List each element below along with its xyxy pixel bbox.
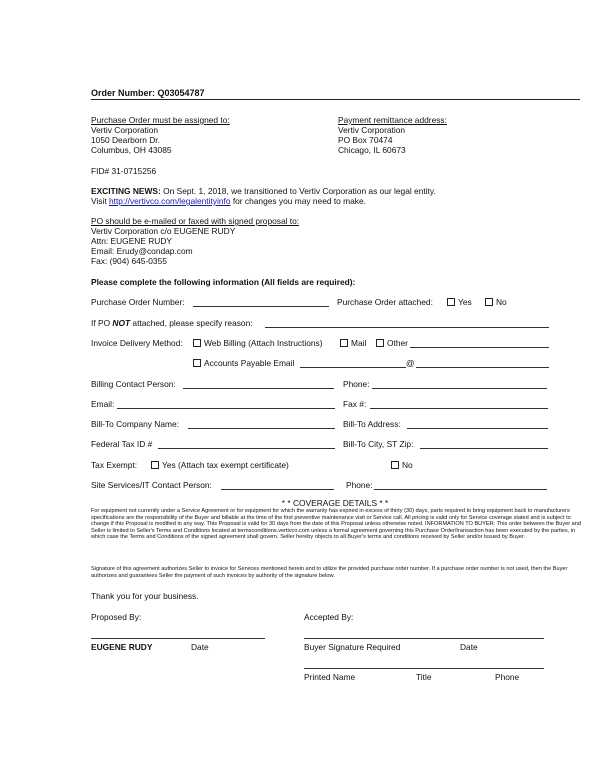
tax-exempt-yes[interactable] xyxy=(151,460,289,470)
po-attached-label: Purchase Order attached: xyxy=(337,297,433,307)
site-phone-field[interactable] xyxy=(374,489,547,490)
coverage-paragraph-1: For equipment not currently under a Service Agreement or for equipment for which the warranty has expired in excess of thirty (30) days, parts required to bring equipment back to manufacturers specifications are the responsibility of the Buyer and billable at the time of the first preventive maintenance visit or Service call. All pricing is valid only for Service coverage stated and is subject to change if this Proposal is modified in any way. This Proposal is valid for 30 days from the date of this Proposal unless otherwise noted. INFORMATION TO BUYER: This order between the Buyer and Seller is limited to Seller's Terms and Conditions located at termsconditions.vertivco.com unless a formal agreement governing this Purchase Order/transaction has been executed by the parties, in which case the Terms and Conditions of the signed agreement shall govern. Seller hereby objects to all Buyer's terms and conditions received by Seller and/or issued by Buyer. xyxy=(91,508,581,541)
if-po-not: NOT xyxy=(112,318,131,328)
web-billing-label: Web Billing (Attach Instructions) xyxy=(204,338,323,348)
checkbox-icon[interactable] xyxy=(376,339,384,347)
fax-label: Fax #: xyxy=(343,399,367,409)
mail-option[interactable] xyxy=(340,338,366,348)
po-email-line4: Fax: (904) 645-0355 xyxy=(91,256,167,266)
printed-name-line[interactable] xyxy=(304,668,544,669)
tax-no-label: No xyxy=(402,460,413,470)
site-contact-field[interactable] xyxy=(221,489,334,490)
at-sign: @ xyxy=(406,358,415,368)
billing-contact-field[interactable] xyxy=(183,388,334,389)
web-billing-option[interactable] xyxy=(193,338,323,348)
if-po-suffix: attached, please specify reason: xyxy=(130,318,253,328)
checkbox-icon[interactable] xyxy=(391,461,399,469)
coverage-paragraph-2: Signature of this agreement authorizes Seller to invoice for Services mentioned herein and to utilize the provided purchase order number. If a purchase order number is not used, then the Buyer authorizes and guarantees Seller the payment of such invoices by authority of the signature below. xyxy=(91,566,568,579)
other-label: Other xyxy=(387,338,408,348)
legal-entity-link[interactable]: http://vertivco.com/legalentityinfo xyxy=(109,196,231,206)
site-phone-label: Phone: xyxy=(346,480,373,490)
header-rule xyxy=(91,99,580,100)
news-text: On Sept. 1, 2018, we transitioned to Vertiv Corporation as our legal entity. xyxy=(160,186,436,196)
other-option[interactable] xyxy=(376,338,408,348)
ap-email-user-field[interactable] xyxy=(300,367,406,368)
news-visit: Visit xyxy=(91,196,109,206)
checkbox-icon[interactable] xyxy=(151,461,159,469)
thanks-text: Thank you for your business. xyxy=(91,591,199,601)
buyer-signature-label: Buyer Signature Required xyxy=(304,642,401,652)
order-number: Order Number: Q03054787 xyxy=(91,88,205,98)
no-label: No xyxy=(496,297,507,307)
coverage-title: * * COVERAGE DETAILS * * xyxy=(281,498,389,508)
po-number-label: Purchase Order Number: xyxy=(91,297,185,307)
printed-name-label: Printed Name xyxy=(304,672,356,682)
seller-name: EUGENE RUDY xyxy=(91,642,153,652)
fid-number: FID# 31-0715256 xyxy=(91,166,157,176)
phone-field[interactable] xyxy=(372,388,547,389)
news-visit-line xyxy=(91,196,366,206)
seller-date-label: Date xyxy=(191,642,209,652)
assign-title: Purchase Order must be assigned to: xyxy=(91,115,230,125)
email-label: Email: xyxy=(91,399,115,409)
other-field[interactable] xyxy=(410,347,549,348)
tax-yes-label: Yes (Attach tax exempt certificate) xyxy=(162,460,289,470)
accepted-by-label: Accepted By: xyxy=(304,612,354,622)
bill-to-city-field[interactable] xyxy=(420,448,548,449)
po-email-line2: Attn: EUGENE RUDY xyxy=(91,236,172,246)
delivery-label: Invoice Delivery Method: xyxy=(91,338,183,348)
buyer-signature-line[interactable] xyxy=(304,638,544,639)
tax-exempt-label: Tax Exempt: xyxy=(91,460,138,470)
site-contact-label: Site Services/IT Contact Person: xyxy=(91,480,212,490)
buyer-date-label: Date xyxy=(460,642,478,652)
bill-to-address-field[interactable] xyxy=(407,428,548,429)
checkbox-icon[interactable] xyxy=(485,298,493,306)
proposed-by-label: Proposed By: xyxy=(91,612,142,622)
news-lead: EXCITING NEWS: xyxy=(91,186,161,196)
ap-email-domain-field[interactable] xyxy=(416,367,549,368)
ap-email-label: Accounts Payable Email xyxy=(204,358,295,368)
checkbox-icon[interactable] xyxy=(193,339,201,347)
remit-line1: Vertiv Corporation xyxy=(338,125,406,135)
assign-line3: Columbus, OH 43085 xyxy=(91,145,172,155)
tax-id-field[interactable] xyxy=(158,448,335,449)
remit-line3: Chicago, IL 60673 xyxy=(338,145,406,155)
assign-line1: Vertiv Corporation xyxy=(91,125,159,135)
tax-exempt-no[interactable] xyxy=(391,460,413,470)
remit-title: Payment remittance address: xyxy=(338,115,447,125)
po-email-title: PO should be e-mailed or faxed with signed proposal to: xyxy=(91,216,300,226)
ap-email-option[interactable] xyxy=(193,358,294,368)
checkbox-icon[interactable] xyxy=(447,298,455,306)
po-email-line1: Vertiv Corporation c/o EUGENE RUDY xyxy=(91,226,236,236)
bill-to-company-field[interactable] xyxy=(188,428,335,429)
po-number-field[interactable] xyxy=(193,306,329,307)
title-label: Title xyxy=(416,672,432,682)
remit-line2: PO Box 70474 xyxy=(338,135,393,145)
assign-line2: 1050 Dearborn Dr. xyxy=(91,135,160,145)
tax-id-label: Federal Tax ID # xyxy=(91,439,153,449)
reason-field[interactable] xyxy=(265,327,549,328)
yes-label: Yes xyxy=(458,297,472,307)
checkbox-icon[interactable] xyxy=(340,339,348,347)
mail-label: Mail xyxy=(351,338,367,348)
bill-to-city-label: Bill-To City, ST Zip: xyxy=(343,439,414,449)
po-attached-yes[interactable] xyxy=(447,297,472,307)
if-po-prefix: If PO xyxy=(91,318,113,328)
email-field[interactable] xyxy=(117,408,335,409)
po-attached-no[interactable] xyxy=(485,297,507,307)
bill-to-company-label: Bill-To Company Name: xyxy=(91,419,179,429)
news-line xyxy=(91,186,436,196)
billing-contact-label: Billing Contact Person: xyxy=(91,379,176,389)
seller-signature-line xyxy=(91,638,265,639)
po-email-line3: Email: Erudy@condap.com xyxy=(91,246,193,256)
signer-phone-label: Phone xyxy=(495,672,520,682)
instructions: Please complete the following information (All fields are required): xyxy=(91,277,356,287)
if-po-not-label xyxy=(91,318,253,328)
fax-field[interactable] xyxy=(370,408,548,409)
news-after: for changes you may need to make. xyxy=(230,196,366,206)
phone-label: Phone: xyxy=(343,379,370,389)
checkbox-icon[interactable] xyxy=(193,359,201,367)
bill-to-address-label: Bill-To Address: xyxy=(343,419,401,429)
